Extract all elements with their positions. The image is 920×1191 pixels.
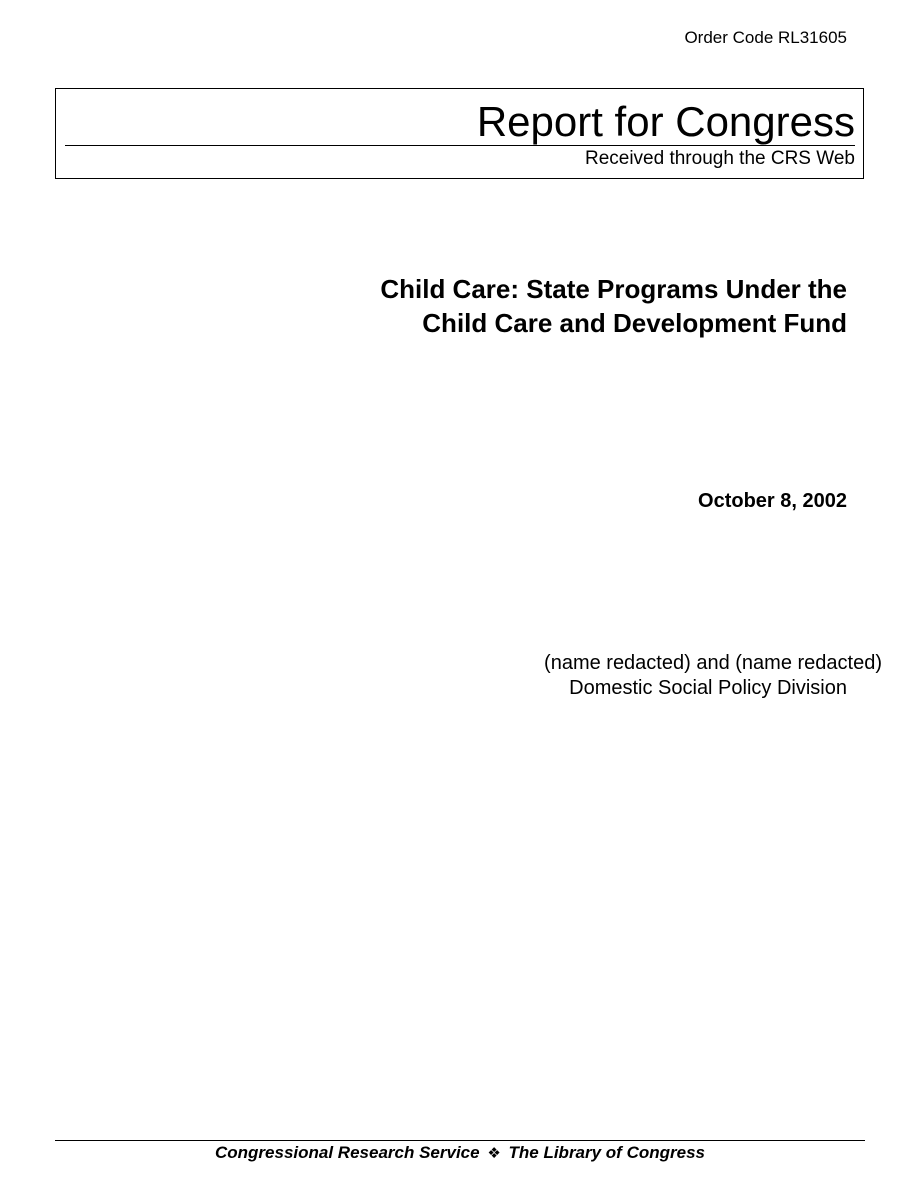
report-authors: (name redacted) and (name redacted) xyxy=(544,652,882,674)
report-title-line-1: Child Care: State Programs Under the xyxy=(380,274,847,304)
footer xyxy=(0,1143,920,1163)
report-header-subtitle: Received through the CRS Web xyxy=(584,148,855,169)
report-division: Domestic Social Policy Division xyxy=(569,677,847,699)
report-title-line-2: Child Care and Development Fund xyxy=(422,308,847,338)
footer-library: The Library of Congress xyxy=(508,1143,705,1162)
footer-publisher: Congressional Research Service xyxy=(215,1143,480,1162)
order-code: Order Code RL31605 xyxy=(684,28,847,47)
footer-divider xyxy=(55,1140,865,1141)
header-divider xyxy=(65,145,855,146)
diamond-separator-icon: ❖ xyxy=(487,1144,501,1162)
report-header-box xyxy=(55,88,864,179)
report-title xyxy=(380,272,847,340)
report-date: October 8, 2002 xyxy=(698,490,847,512)
report-header-title: Report for Congress xyxy=(476,98,855,145)
